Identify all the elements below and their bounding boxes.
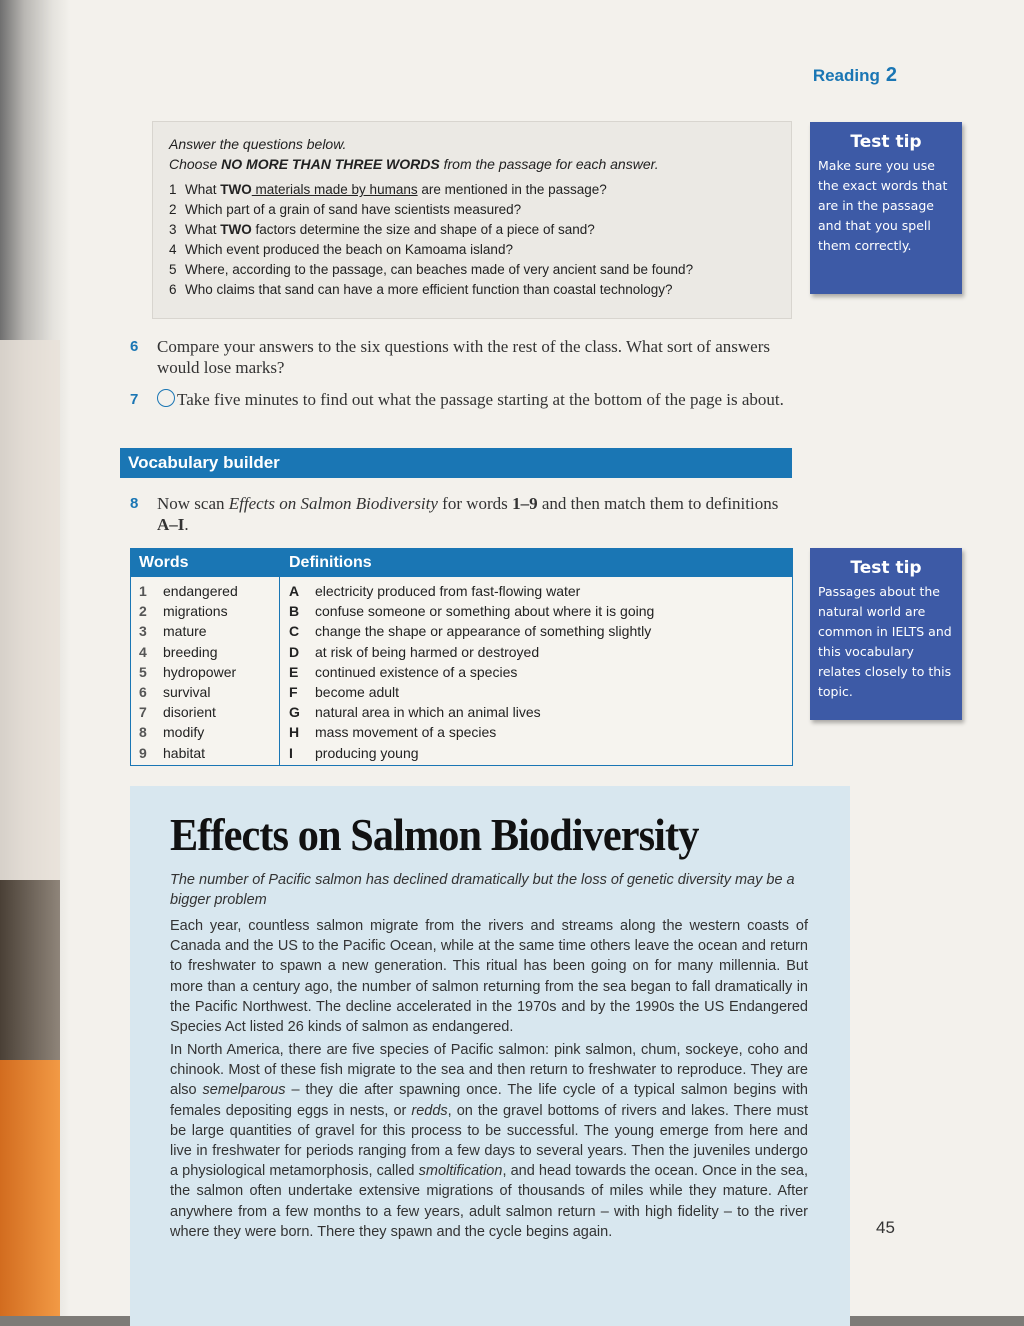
task-number: 8 [130, 495, 139, 512]
question-item: 3 What TWO factors determine the size and shape of a piece of sand? [169, 222, 595, 237]
test-tip-text: Passages about the natural world are common in IELTS and this vocabulary relates closely to this topic. [818, 584, 952, 699]
question-item: 1 What TWO materials made by humans are mentioned in the passage? [169, 182, 607, 197]
test-tip-title: Test tip [850, 558, 922, 578]
question-item: 2 Which part of a grain of sand have scientists measured? [169, 202, 522, 217]
definition-row: E continued existence of a species [289, 663, 518, 680]
question-box [152, 121, 792, 319]
facing-page-edge-dark [0, 880, 60, 1060]
question-item: 4 Which event produced the beach on Kamoama island? [169, 242, 513, 257]
task-text: Now scan Effects on Salmon Biodiversity for words 1–9 and then match them to definitions A–I. [157, 494, 779, 534]
section-number: 2 [885, 64, 897, 86]
definition-row: I producing young [289, 744, 419, 761]
definition-row: B confuse someone or something about where it is going [289, 603, 655, 620]
definition-list [289, 581, 654, 763]
column-divider [279, 549, 280, 765]
word-row: 2 migrations [139, 603, 228, 620]
words-column-header: Words [139, 554, 189, 571]
task-text: Take five minutes to find out what the passage starting at the bottom of the page is about. [157, 389, 797, 410]
article-subtitle: The number of Pacific salmon has declined dramatically but the loss of genetic diversity may be a bigger problem [170, 872, 795, 908]
question-list [169, 180, 775, 300]
word-row: 7 disorient [139, 704, 216, 721]
article-paragraph-1: Each year, countless salmon migrate from the rivers and streams along the western coasts of Canada and the US to the Pacific Ocean, while at the same time others leave the ocean and return to freshwater to spawn a new generation. This ritual has been going on for many millennia. But more than a century ago, the number of salmon returning from the sea began to fall dramatically in the Pacific Northwest. The decline accelerated in the 1970s and by the 1990s the US Endangered Species Act listed 26 kinds of salmon as endangered. [170, 918, 808, 1036]
task-number: 7 [130, 391, 139, 408]
instruction-line-2: Choose NO MORE THAN THREE WORDS from the passage for each answer. [169, 156, 659, 172]
article-title: Effects on Salmon Biodiversity [170, 809, 699, 860]
word-row: 9 habitat [139, 744, 206, 761]
test-tip-2 [810, 548, 962, 720]
question-item: 6 Who claims that sand can have a more efficient function than coastal technology? [169, 282, 673, 297]
article-paragraph-2: In North America, there are five species of Pacific salmon: pink salmon, chum, sockeye, coho and chinook. Most of these fish migrate to the sea and then return to freshwater to reproduce. They are also semelparous – they die after spawning once. The life cycle of a typical salmon begins with females depositing eggs in nests, or redds, on the gravel bottoms of rivers and lakes. There must be large quantities of gravel for this process to be successful. The young emerge from here and live in freshwater for periods ranging from a few days to several years. Then the juveniles undergo a physiological metamorphosis, called smoltification, and head towards the ocean. Once in the sea, the salmon often undertake extensive migrations of thousands of miles while they mature. After anywhere from a few months to a few years, adult salmon return – with high fidelity – to the river where they were born. There they spawn and the cycle begins again. [170, 1042, 808, 1240]
definition-row: F become adult [289, 684, 400, 701]
definition-row: D at risk of being harmed or destroyed [289, 643, 540, 660]
clock-icon [157, 389, 175, 407]
word-row: 5 hydropower [139, 663, 237, 680]
word-row: 1 endangered [139, 583, 238, 599]
word-row: 8 modify [139, 724, 205, 741]
question-item: 5 Where, according to the passage, can beaches made of very ancient sand be found? [169, 262, 694, 277]
task-number: 6 [130, 338, 139, 355]
word-row: 6 survival [139, 684, 211, 701]
task-text: Compare your answers to the six questions with the rest of the class. What sort of answers would lose marks? [157, 337, 770, 377]
word-row: 3 mature [139, 623, 207, 640]
definitions-column-header: Definitions [289, 554, 372, 571]
section-label: Reading [812, 66, 880, 85]
page-number: 45 [876, 1218, 895, 1237]
facing-page-edge [0, 340, 60, 880]
definition-row: A electricity produced from fast-flowing water [289, 583, 581, 599]
definition-row: G natural area in which an animal lives [289, 704, 541, 721]
word-row: 4 breeding [139, 643, 218, 660]
vocabulary-builder-bar: Vocabulary builder [120, 448, 792, 478]
table-header [131, 549, 792, 577]
vocabulary-table [130, 548, 793, 766]
definition-row: H mass movement of a species [289, 724, 497, 741]
article-panel [130, 786, 850, 1326]
instruction-line-1: Answer the questions below. [169, 136, 347, 152]
test-tip-1 [810, 122, 962, 294]
section-header [813, 64, 897, 87]
test-tip-text: Make sure you use the exact words that are in the passage and that you spell them correctly. [818, 158, 948, 253]
definition-row: C change the shape or appearance of something slightly [289, 623, 652, 640]
word-list [139, 581, 238, 763]
facing-page-edge-orange [0, 1060, 60, 1326]
test-tip-title: Test tip [850, 132, 922, 152]
